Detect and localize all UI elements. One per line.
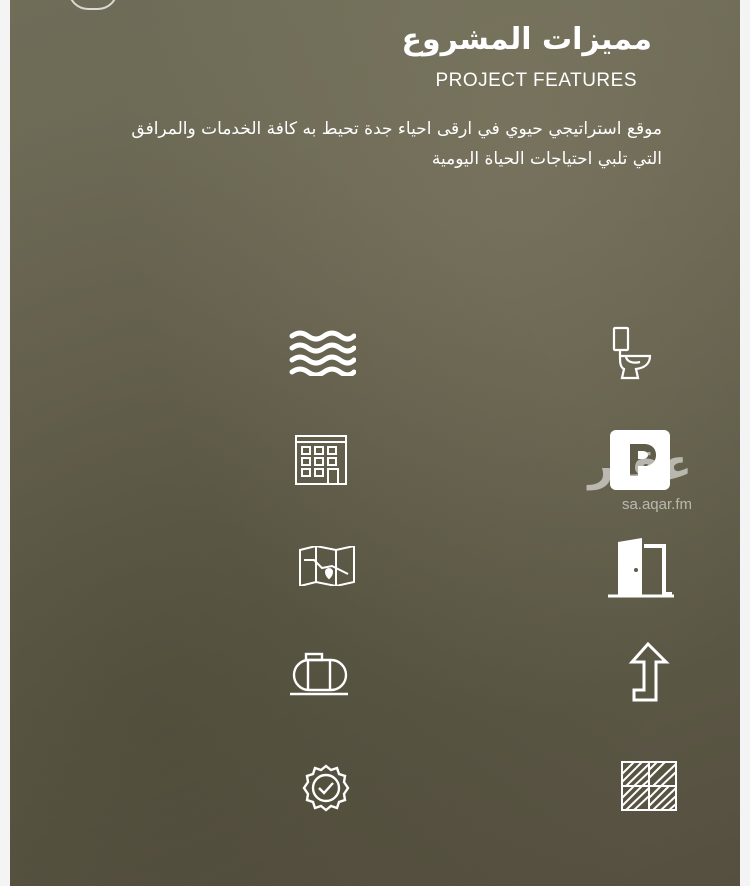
- quality-badge-icon: [302, 764, 350, 812]
- page-title: مميزات المشروع: [401, 22, 652, 57]
- aqar-url: sa.aqar.fm: [621, 496, 692, 513]
- building-icon: [294, 434, 348, 486]
- aqar-watermark: [552, 440, 692, 520]
- brand-logo: [68, 0, 118, 10]
- page-subtitle: PROJECT FEATURES: [435, 70, 637, 91]
- aqar-logo: عقار: [588, 440, 692, 491]
- map-icon: [298, 546, 356, 586]
- arrow-up-icon: [626, 642, 670, 702]
- description-line: التي تلبي احتياجات الحياة اليومية: [431, 149, 662, 169]
- project-description: [62, 114, 662, 174]
- door-icon: [604, 538, 678, 598]
- toilet-icon: [610, 326, 656, 380]
- tank-icon: [290, 652, 350, 696]
- features-poster: [10, 0, 740, 886]
- description-line: موقع استراتيجي حيوي في ارقى احياء جدة تحيط به كافة الخدمات والمرافق: [131, 119, 662, 139]
- tiles-icon: [620, 760, 678, 812]
- water-waves-icon: [288, 330, 356, 376]
